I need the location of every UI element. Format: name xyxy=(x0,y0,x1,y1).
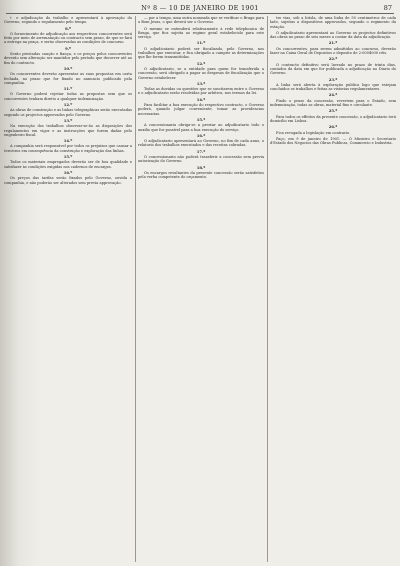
article-heading: 13.º xyxy=(63,117,73,123)
page-number: 87 xyxy=(383,4,392,12)
article-heading: 9.º xyxy=(65,45,71,51)
paragraph: — por a tempo, uma outra nomeada que se verificar o Braga para o Bom Jesus, o que deverá ser o Governo. xyxy=(138,16,264,25)
article-heading: 15.ª xyxy=(196,116,206,122)
paragraph: Os concorrentes deverão apresentar as suas propostas em carta fechada, no prazo que for fixado no annuncio publicado pela companhia. xyxy=(4,72,132,85)
paragraph: O concessionario não poderá transferir a concessão sem previa autorização do Governo. xyxy=(138,155,264,164)
paragraph: † e adjudicação do trabalho e apresentará à aprovação do Governo, segundo o regulamento pelo tempo. xyxy=(4,16,132,25)
article-heading: 10.º xyxy=(63,65,73,71)
paragraph: A concessionaria obriga-se a prestar ao adjudicatario todo o auxilio que for possível para a boa execução do serviço. xyxy=(138,123,264,132)
paragraph: A linha será aberta à exploração publica logo que estejam concluidos os trabalhos e feitas as vistorias regulamentares. xyxy=(270,82,396,92)
header-rule xyxy=(6,13,394,14)
article-heading: 12.ª xyxy=(196,60,206,66)
article-heading: 11.ª xyxy=(196,40,206,46)
paragraph: O adjudicatario poderá ser fiscalizado, pelo Governo, nos trabalhos que executar, e fica obrigado a cumprir as determinações que lhe forem transmittidas. xyxy=(138,46,264,60)
article-heading: 13.ª xyxy=(196,80,206,86)
header-title: Nº 8 — 10 DE JANEIRO DE 1901 xyxy=(141,4,259,12)
article-heading: 8.º xyxy=(65,25,71,31)
article-heading: 18.ª xyxy=(196,164,206,170)
text-column-2 xyxy=(138,16,264,562)
article-heading: 14.ª xyxy=(196,96,206,102)
paragraph: tro vias, sob a bitola, de uma linha de 50 centimetros de cada lado, sujeitas a dispositivos approvados, segundo o regimento da estação. xyxy=(270,16,396,29)
paragraph: Serão prestadas caução e fiança, e os preços pelos concorrentes deverão sem alteração ser mantidos pelo período que decorrer até ao fim do contracto. xyxy=(4,52,132,65)
paragraph: As obras de construção e as linhas telegraphicas serão executadas segundo os projectos approvados pelo Governo. xyxy=(4,108,132,117)
text-column-3 xyxy=(270,16,396,562)
article-heading: 22.ª xyxy=(328,56,338,62)
paragraph: Os preços das tarifas serão fixados pelo Governo, ouvida a companhia, e não poderão ser alterados sem previa approvação. xyxy=(4,176,132,185)
paragraph: Fica revogada a legislação em contrario. xyxy=(276,130,351,135)
article-heading: 26.ª xyxy=(328,124,338,130)
paragraph: Os concorrentes, para serem admittidos ao concurso, deverão fazer na Caixa Geral de Depositos o deposito de 2:000$000 réis. xyxy=(270,46,396,56)
paragraph: Paço, em 9 de janeiro de 1901. — O Ministro e Secretario d'Estado dos Negocios das Obras Publicas, Commercio e Industria. xyxy=(270,136,396,146)
paragraph: Todas as duvidas ou questões que se suscitarem entre o Governo e o adjudicatario serão resolvidas por arbitros, nos termos da lei. xyxy=(138,87,264,96)
article-heading: 17.ª xyxy=(196,148,206,154)
paragraph: O contracto definitivo será lavrado no prazo de trinta dias, contados da data em que for publicada a adjudicação no Diario do Governo. xyxy=(270,62,396,76)
paragraph: O fornecimento de adjudicação aos respectivos concorrentes será feito por meio de arrematação ou contracto sem prazo, de que se fará a entrega na praça, e serão observadas as condições de concurso. xyxy=(4,31,132,45)
column-divider xyxy=(267,16,268,562)
paragraph: A companhia será responsável por todos os prejuízos que causar a terceiros em consequência da construção e exploração das linhas. xyxy=(4,144,132,153)
paragraph: O mesmo se entenderá relativamente à rede telephonica de Braga, que fica sujeita ao regime geral estabelecido para este serviço. xyxy=(138,26,264,40)
article-heading: 24.ª xyxy=(328,92,338,98)
paragraph: O adjudicatario, se a entidade para quem for transferida a concessão, será obrigado a pagar as despesas de fiscalização que o Governo estabelecer. xyxy=(138,66,264,80)
paragraph: O adjudicatario apresentará ao Governo os projectos definitivos das obras no prazo de seis meses a contar da data da adjudicação. xyxy=(270,30,396,40)
column-divider xyxy=(135,16,136,562)
paragraph: Todos os materiais empregados deverão ser de boa qualidade e satisfazer às condições exigidas nos cadernos de encargos. xyxy=(4,160,132,169)
article-heading: 25.ª xyxy=(328,108,338,114)
paragraph: Os encargos resultantes da presente concessão serão satisfeitos pela verba competente do orçamento. xyxy=(138,170,264,180)
article-heading: 23.ª xyxy=(328,76,338,82)
paragraph: Findo o prazo da concessão, revertem para o Estado, sem indemnização, todas as obras, material fixo e circulante. xyxy=(270,98,396,108)
paragraph: Para todos os effeitos da presente concessão, o adjudicatario terá domicilio em Lisboa. xyxy=(270,114,396,123)
paragraph: O Governo poderá rejeitar todas as propostas sem que os concorrentes tenham direito a qualquer indemnização. xyxy=(4,92,132,101)
article-heading: 14.º xyxy=(63,138,73,144)
paragraph: Para facilitar a boa execução do respectivo contracto, o Governo poderá, quando julgar conveniente, tomar as providencias necessarias. xyxy=(138,103,264,116)
text-column-1 xyxy=(4,16,132,562)
article-heading: 11.º xyxy=(63,86,73,92)
paragraph: O adjudicatario apresentará ao Governo, no fim de cada anno, o relatorio dos trabalhos executados e das receitas cobradas. xyxy=(138,139,264,148)
article-heading: 12.º xyxy=(63,102,73,108)
article-heading: 16.ª xyxy=(196,132,206,138)
article-heading: 16.º xyxy=(63,169,73,175)
article-heading: 21.ª xyxy=(328,40,338,46)
paragraph: Na execução dos trabalhos observar-se-ão as disposições dos regulamentos em vigor e as instrucções que forem dadas pelo engenheiro fiscal. xyxy=(4,124,132,137)
article-heading: 15.º xyxy=(63,154,73,160)
